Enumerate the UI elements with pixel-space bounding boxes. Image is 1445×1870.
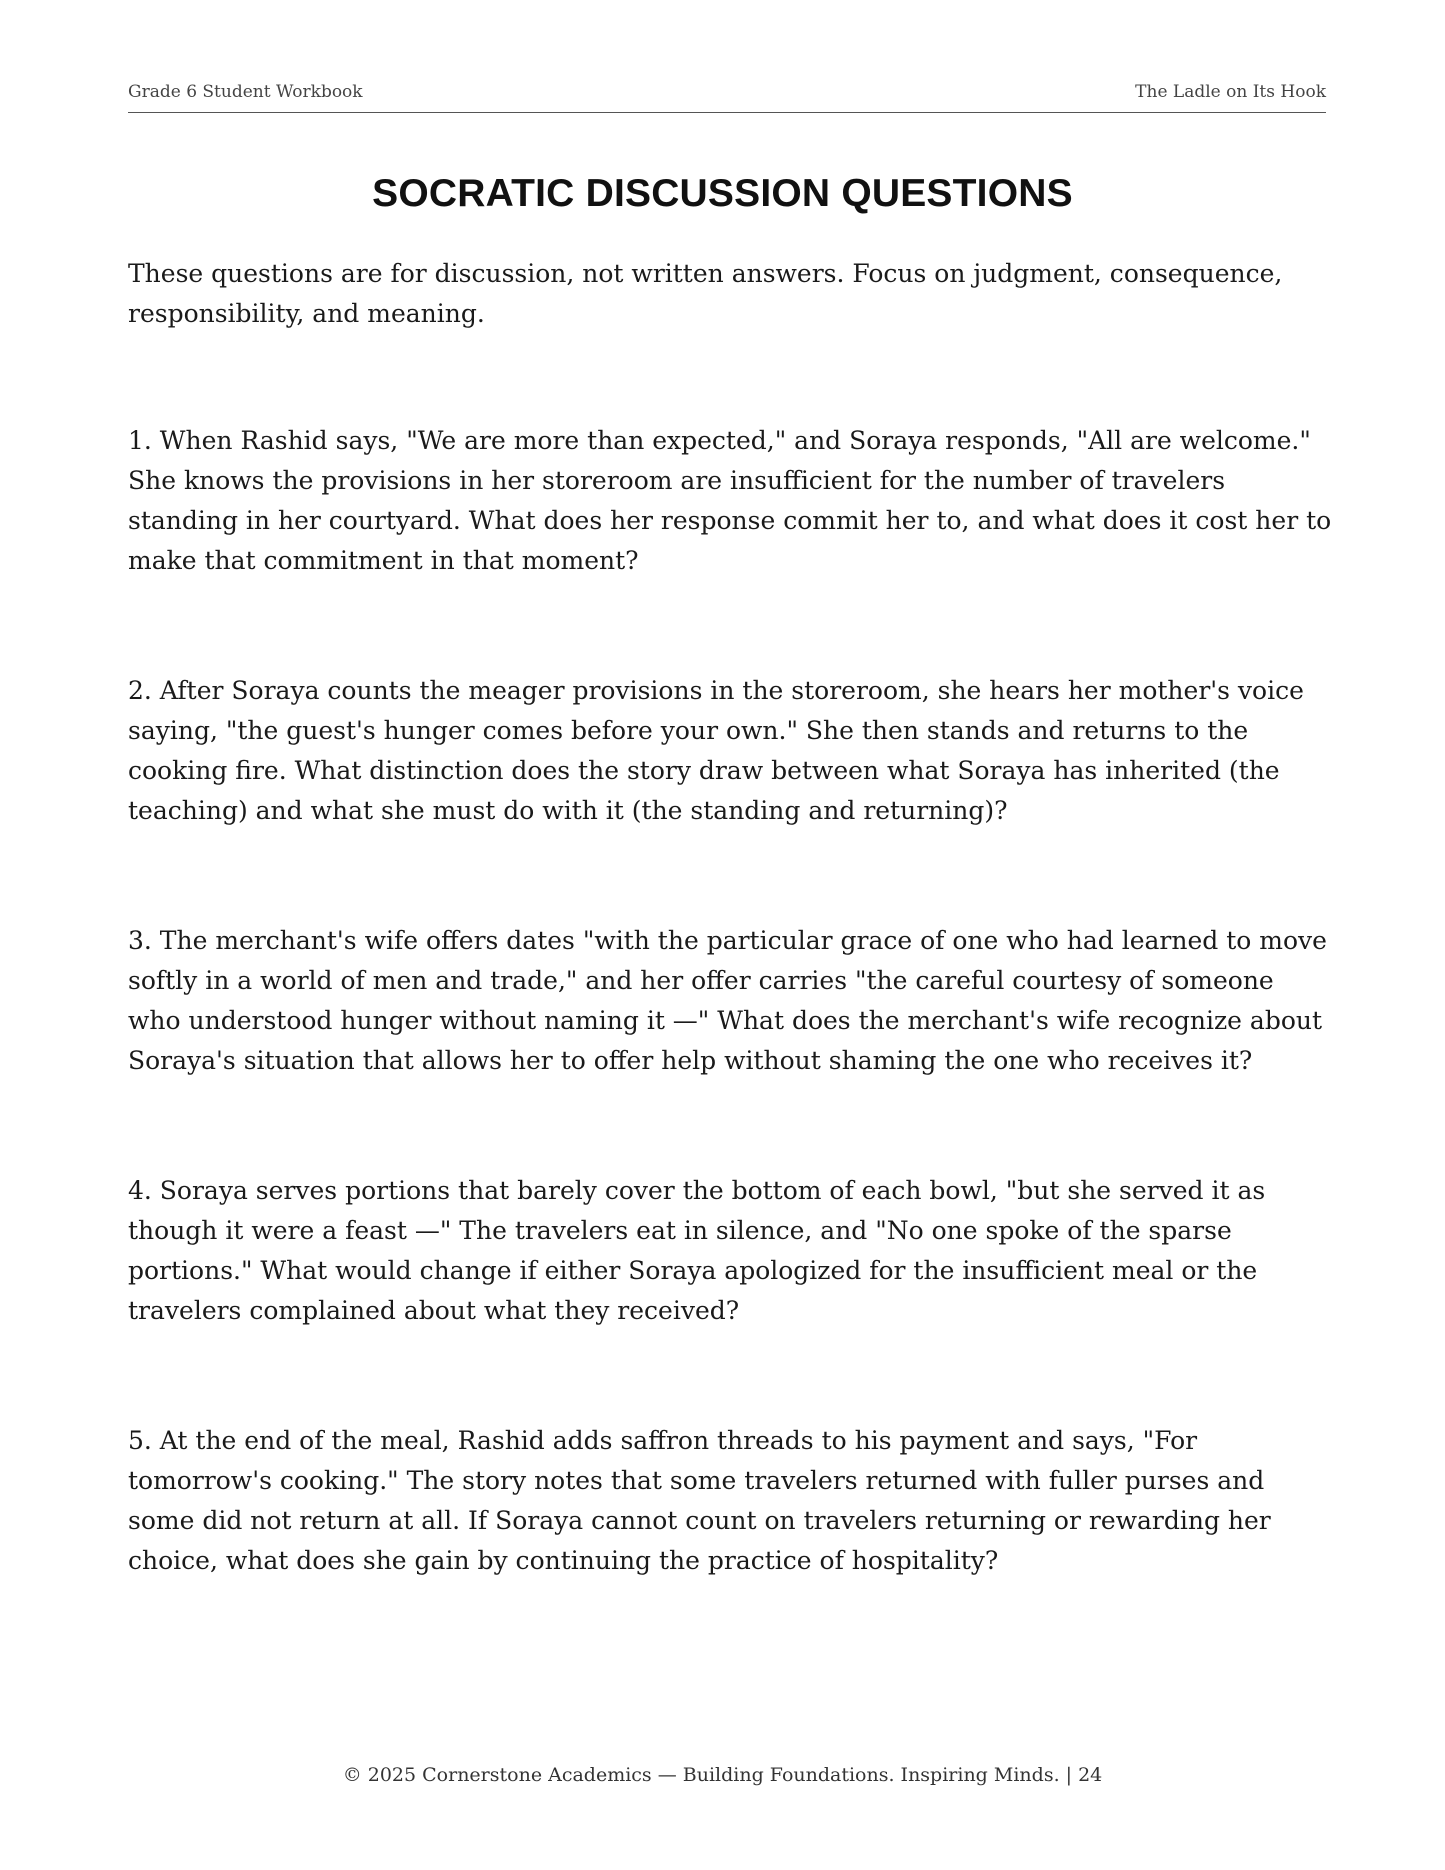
page-footer: © 2025 Cornerstone Academics — Building Foundations. Inspiring Minds. | 24 — [342, 1764, 1103, 1786]
intro-text: These questions are for discussion, not written answers. Focus on judgment, consequence, responsibility, and meaning. — [128, 259, 1283, 328]
question-item-5: 5. At the end of the meal, Rashid adds saffron threads to his payment and says, "For tomorrow's cooking." The story notes that some travelers returned with fuller purses and some did not return at all. If Soraya cannot count on travelers returning or rewarding her choice, what does she gain by continuing the practice of hospitality? — [128, 1426, 1271, 1575]
page-title: SOCRATIC DISCUSSION QUESTIONS — [372, 172, 1073, 215]
header-story-title: The Ladle on Its Hook — [1135, 82, 1326, 102]
question-list — [128, 421, 1333, 1671]
question-item-4: 4. Soraya serves portions that barely cover the bottom of each bowl, "but she served it as though it were a feast —" The travelers eat in silence, and "No one spoke of the sparse portions." What would change if either Soraya apologized for the insufficient meal or the travelers complained about what they received? — [128, 1176, 1266, 1325]
question-item-1: 1. When Rashid says, "We are more than expected," and Soraya responds, "All are welcome." She knows the provisions in her storeroom are insufficient for the number of travelers standing in her courtyard. What does her response commit her to, and what does it cost her to make that commitment in that moment? — [128, 426, 1332, 575]
question-item-2: 2. After Soraya counts the meager provisions in the storeroom, she hears her mother's voice saying, "the guest's hunger comes before your own." She then stands and returns to the cooking fire. What distinction does the story draw between what Soraya has inherited (the teaching) and what she must do with it (the standing and returning)? — [128, 676, 1304, 825]
header-workbook-title: Grade 6 Student Workbook — [128, 82, 363, 102]
page-header — [128, 82, 1326, 113]
question-item-3: 3. The merchant's wife offers dates "with the particular grace of one who had learned to move softly in a world of men and trade," and her offer carries "the careful courtesy of someone who understood hunger without naming it —" What does the merchant's wife recognize about Soraya's situation that allows her to offer help without shaming the one who receives it? — [128, 926, 1327, 1075]
